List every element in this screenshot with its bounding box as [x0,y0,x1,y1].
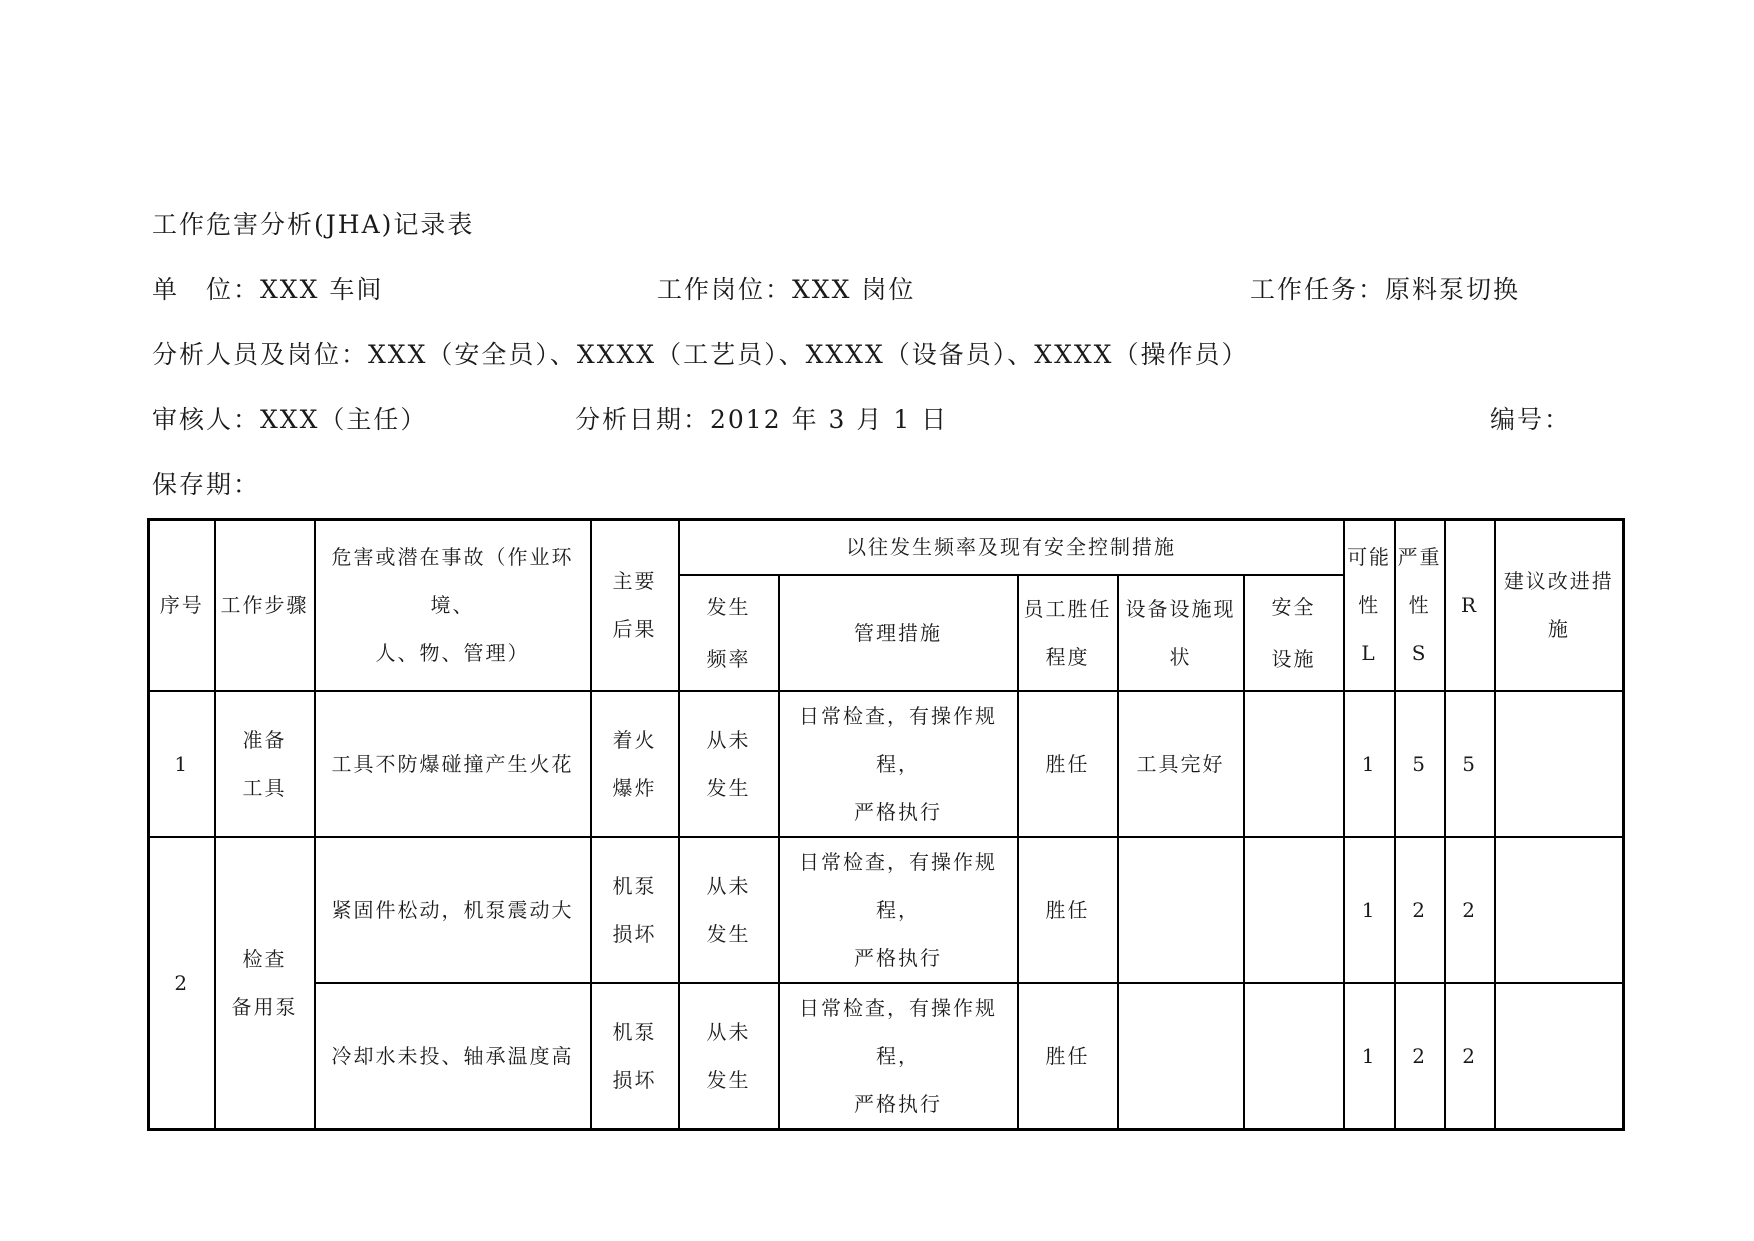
row-consequence [591,983,679,1130]
header-frequency [679,575,779,691]
row-frequency-line2: 发生 [706,775,751,800]
row-frequency-line2: 发生 [706,1067,751,1092]
header-safety [1244,575,1344,691]
header-safety-line2: 设施 [1271,646,1316,671]
header-step: 工作步骤 [215,520,315,691]
row-consequence [591,691,679,837]
task-field: 工作任务：原料泵切换 [1250,275,1521,304]
row-hazard: 工具不防爆碰撞产生火花 [315,691,591,837]
unit-field: 单 位：XXX 车间 [152,275,384,304]
row-risk: 2 [1445,983,1495,1130]
row-frequency-line1: 从未 [706,1019,751,1044]
header-equipment-line1: 设备设施现 [1125,596,1236,621]
row-severity: 2 [1395,837,1445,983]
row-likelihood: 1 [1344,691,1395,837]
retention-field: 保存期： [152,470,261,499]
analysts-field: 分析人员及岗位：XXX（安全员）、XXXX（工艺员）、XXXX（设备员）、XXXX（操作员） [152,340,1249,369]
header-competence-line1: 员工胜任 [1023,596,1112,621]
row-improve [1495,983,1624,1130]
row-consequence-line2: 爆炸 [612,775,657,800]
row-step-line1: 检查 [242,946,287,971]
reviewer-field: 审核人：XXX（主任） [152,405,428,434]
row-consequence [591,837,679,983]
table-row [149,983,1624,1130]
header-competence-line2: 程度 [1045,644,1090,669]
row-management-line2: 严格执行 [854,945,942,970]
row-step-line2: 备用泵 [231,994,298,1019]
row-likelihood: 1 [1344,983,1395,1130]
row-severity: 2 [1395,983,1445,1130]
row-hazard: 紧固件松动，机泵震动大 [315,837,591,983]
row-equipment: 工具完好 [1118,691,1244,837]
row-competence: 胜任 [1018,837,1118,983]
header-safety-line1: 安全 [1271,594,1316,619]
table-row [149,691,1624,837]
row-competence: 胜任 [1018,983,1118,1130]
row-management-line1: 日常检查，有操作规程， [799,703,997,776]
header-management: 管理措施 [779,575,1018,691]
row-management-line2: 严格执行 [854,1091,942,1116]
row-risk: 5 [1445,691,1495,837]
row-consequence-line2: 损坏 [612,1067,657,1092]
header-hazard [315,520,591,691]
row-frequency-line1: 从未 [706,727,751,752]
header-row-1 [149,520,1624,575]
row-competence: 胜任 [1018,691,1118,837]
row-hazard: 冷却水未投、轴承温度高 [315,983,591,1130]
row-management-line2: 严格执行 [854,799,942,824]
row-safety [1244,983,1344,1130]
header-equipment-line2: 状 [1169,644,1192,669]
header-hazard-line2: 人、物、管理） [375,641,530,666]
table-row [149,837,1624,983]
header-risk: R [1445,520,1495,691]
header-no: 序号 [149,520,215,691]
header-hazard-line1: 危害或潜在事故（作业环境、 [331,545,574,618]
header-severity-line2: 性 S [1408,593,1431,666]
row-risk: 2 [1445,837,1495,983]
row-consequence-line2: 损坏 [612,921,657,946]
row-consequence-line1: 机泵 [612,873,657,898]
row-severity: 5 [1395,691,1445,837]
post-field: 工作岗位：XXX 岗位 [657,275,916,304]
page-title: 工作危害分析(JHA)记录表 [152,210,475,239]
header-equipment [1118,575,1244,691]
row-management-line1: 日常检查，有操作规程， [799,849,997,922]
header-likelihood-line1: 可能 [1347,545,1392,570]
row-consequence-line1: 机泵 [612,1019,657,1044]
row-no: 2 [149,837,215,1130]
row-frequency [679,983,779,1130]
row-equipment [1118,837,1244,983]
row-management [779,837,1018,983]
header-frequency-line1: 发生 [706,594,751,619]
header-frequency-line2: 频率 [706,646,751,671]
header-improve-line1: 建议改进措 [1503,569,1614,594]
number-field: 编号： [1490,405,1572,434]
header-control-group: 以往发生频率及现有安全控制措施 [679,520,1344,575]
row-step-line1: 准备 [242,727,287,752]
jha-table [147,518,1625,1131]
header-improve [1495,520,1624,691]
row-no: 1 [149,691,215,837]
row-improve [1495,691,1624,837]
row-frequency-line2: 发生 [706,921,751,946]
row-step [215,691,315,837]
row-step-line2: 工具 [242,775,287,800]
header-consequence [591,520,679,691]
header-consequence-line2: 后果 [612,617,657,642]
row-management [779,983,1018,1130]
row-frequency [679,691,779,837]
row-safety [1244,837,1344,983]
row-step [215,837,315,1130]
row-equipment [1118,983,1244,1130]
date-field: 分析日期：2012 年 3 月 1 日 [575,405,949,434]
row-management [779,691,1018,837]
row-frequency-line1: 从未 [706,873,751,898]
header-competence [1018,575,1118,691]
row-management-line1: 日常检查，有操作规程， [799,995,997,1068]
header-improve-line2: 施 [1547,617,1570,642]
header-likelihood-line2: 性 L [1358,593,1381,666]
row-frequency [679,837,779,983]
header-likelihood [1344,520,1395,691]
row-improve [1495,837,1624,983]
header-consequence-line1: 主要 [612,569,657,594]
row-likelihood: 1 [1344,837,1395,983]
row-safety [1244,691,1344,837]
header-severity-line1: 严重 [1397,545,1442,570]
header-severity [1395,520,1445,691]
row-consequence-line1: 着火 [612,727,657,752]
